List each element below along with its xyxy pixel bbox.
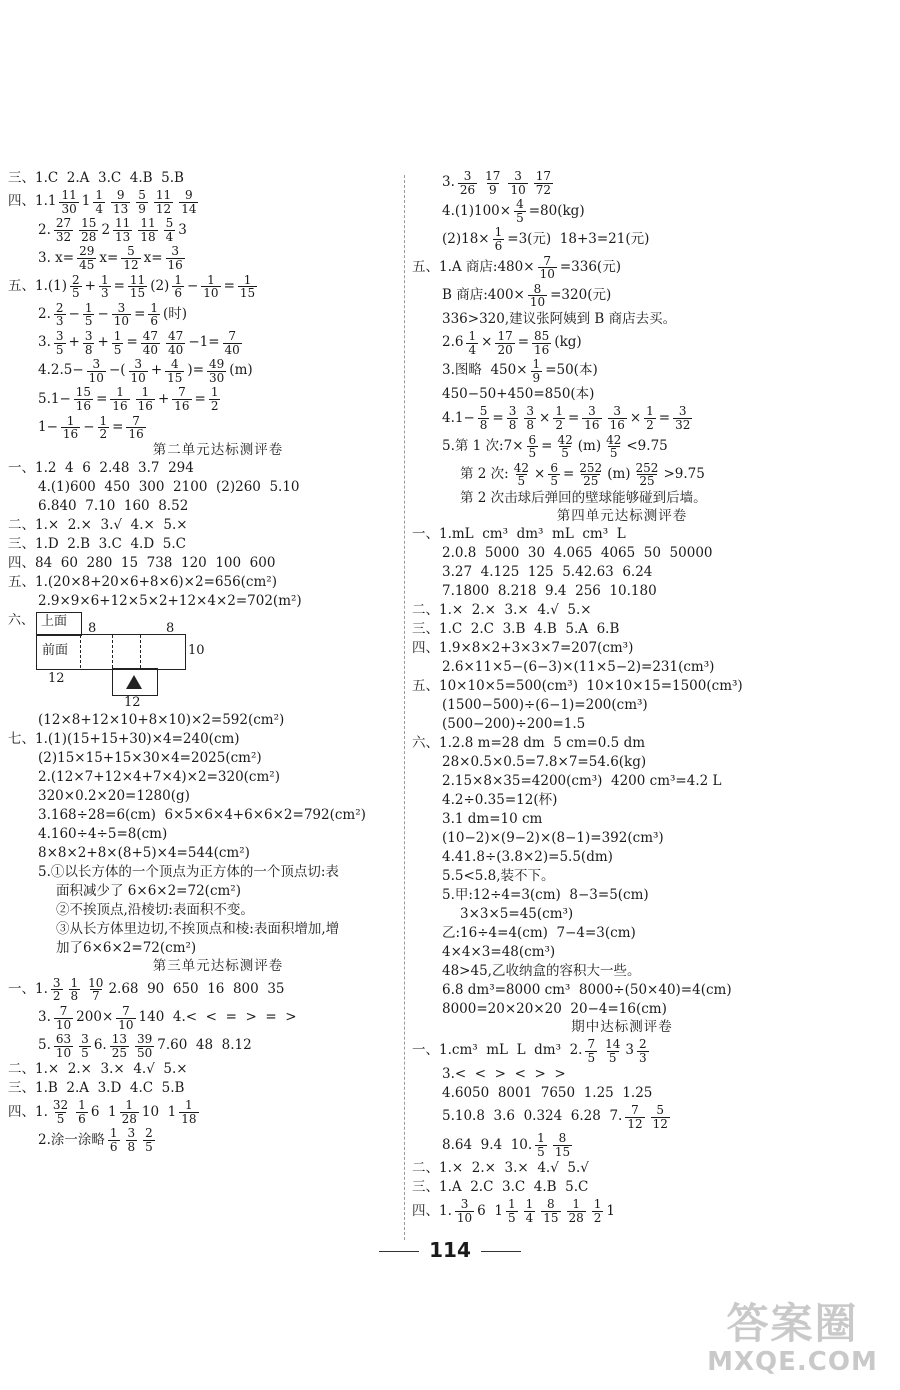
answer-line: 336>320,建议张阿姨到 B 商店去买。	[442, 310, 677, 327]
figure-prefix: 六、	[8, 613, 35, 629]
answer-line: (12×8+12×10+8×10)×2=592(cm²)	[38, 711, 285, 728]
answer-line: 2.6 $\frac{1}{4}$ × $\frac{17}{20}$ = $\frac{85}{16}$ (kg)	[442, 328, 582, 357]
answer-line: 6.840 7.10 160 8.52	[38, 497, 189, 514]
answer-line: 3.27 4.125 125 5.42.63 6.24	[442, 564, 653, 581]
section-title: 第三单元达标测评卷	[152, 958, 284, 975]
answer-line: 8.64 9.4 10. $\frac{1}{5}$ $\frac{8}{15}$	[442, 1131, 571, 1159]
answer-line: 三、1.B 2.A 3.D 4.C 5.B	[8, 1080, 185, 1097]
answer-line: (10−2)×(9−2)×(8−1)=392(cm³)	[442, 830, 664, 847]
dimension-label: 8	[88, 621, 97, 637]
answer-line: 3×3×5=45(cm³)	[460, 906, 574, 923]
page-number-text: 114	[429, 1238, 471, 1262]
answer-line: 加了6×6×2=72(cm²)	[56, 939, 197, 956]
answer-line: 5.5<5.8,装不下。	[442, 868, 555, 885]
section-title: 第二单元达标测评卷	[152, 441, 284, 458]
answer-line: 五、1.(20×8+20×6+8×6)×2=656(cm²)	[8, 573, 277, 590]
answer-line: 二、1.× 2.× 3.√ 4.× 5.×	[8, 516, 188, 533]
answer-line: 8×8×2+8×(8+5)×4=544(cm²)	[38, 844, 250, 861]
answer-line: 450−50+450=850(本)	[442, 386, 595, 403]
answer-line: 四、1.1 $\frac{11}{30}$ 1 $\frac{1}{4}$ $\frac{9}{13}$ $\frac{5}{9}$ $\frac{11}{12}$ $\frac{9}{14}$	[8, 188, 197, 216]
answer-line: 4.160÷4÷5=8(cm)	[38, 825, 168, 842]
answer-line: 4.2÷0.35=12(杯)	[442, 792, 558, 809]
answer-line: (1500−500)÷(6−1)=200(cm³)	[442, 697, 648, 714]
answer-line: 面积减少了 6×6×2=72(cm²)	[56, 882, 241, 899]
answer-line: 五、1.(1) $\frac{2}{5}$ + $\frac{1}{3}$ = $\frac{11}{15}$ (2) $\frac{1}{6}$ − $\frac{1}{10}$ = $\frac{1}{15}$	[8, 272, 256, 301]
answer-line: 3.168÷28=6(cm) 6×5×6×4+6×6×2=792(cm²)	[38, 806, 366, 823]
answer-line: 第 2 次击球后弹回的壁球能够碰到后墙。	[460, 489, 707, 506]
answer-line: 三、1.C 2.A 3.C 4.B 5.B	[8, 169, 184, 186]
answer-line: 六、1.2.8 m=28 dm 5 cm=0.5 dm	[412, 735, 646, 752]
triangle-icon	[126, 675, 142, 689]
answer-line: 4.2.5− $\frac{3}{10}$ −( $\frac{3}{10}$ + $\frac{4}{15}$ )= $\frac{49}{30}$ (m)	[38, 357, 253, 385]
answer-line: 2. $\frac{27}{32}$ $\frac{15}{28}$ 2 $\frac{11}{13}$ $\frac{11}{18}$ $\frac{5}{4}$ 3	[38, 216, 187, 244]
answer-line: 2. $\frac{2}{3}$ − $\frac{1}{5}$ − $\frac{3}{10}$ = $\frac{1}{6}$ (时)	[38, 300, 188, 329]
cuboid-net-figure	[8, 612, 428, 711]
answer-line: 3. $\frac{3}{5}$ + $\frac{3}{8}$ + $\frac{1}{5}$ = $\frac{47}{40}$ $\frac{47}{40}$ −1= $\frac{7}{40}$	[38, 328, 240, 357]
left-column	[8, 170, 428, 1156]
answer-line: 五、10×10×5=500(cm³) 10×10×15=1500(cm³)	[412, 678, 743, 695]
answer-line: B 商店:400× $\frac{8}{10}$ =320(元)	[442, 281, 612, 310]
answer-line: 3. $\frac{7}{10}$ 200× $\frac{7}{10}$ 140 4.< < = > = >	[38, 1003, 297, 1032]
page-number-dash	[481, 1251, 521, 1252]
answer-line: (2)18× $\frac{1}{6}$ =3(元) 18+3=21(元)	[442, 225, 650, 253]
answer-line: 2.6×11×5−(6−3)×(11×5−2)=231(cm³)	[442, 659, 715, 676]
answer-line: 三、1.C 2.C 3.B 4.B 5.A 6.B	[412, 621, 620, 638]
answer-line: (2)15×15+15×30×4=2025(cm²)	[38, 749, 262, 766]
answer-line: 一、1.2 4 6 2.48 3.7 294	[8, 459, 194, 476]
dimension-label: 10	[188, 643, 205, 659]
answer-line: 七、1.(1)(15+15+30)×4=240(cm)	[8, 730, 240, 747]
answer-line: 乙:16÷4=4(cm) 7−4=3(cm)	[442, 925, 636, 942]
watermark-line2: MXQE.COM	[707, 1347, 878, 1377]
answer-line: 4×4×3=48(cm³)	[442, 944, 556, 961]
answer-line: 48>45,乙收纳盒的容积大一些。	[442, 963, 641, 980]
answer-line: 7.1800 8.218 9.4 256 10.180	[442, 583, 657, 600]
answer-line: 5.10.8 3.6 0.324 6.28 7. $\frac{7}{12}$ $\frac{5}{12}$	[442, 1103, 668, 1131]
answer-line: 2.9×9×6+12×5×2+12×4×2=702(m²)	[38, 592, 302, 609]
answer-line: 5.第 1 次:7× $\frac{6}{5}$ = $\frac{42}{5}$ (m) $\frac{42}{5}$ <9.75	[442, 432, 668, 461]
answer-line: 三、1.A 2.C 3.C 4.B 5.C	[412, 1179, 589, 1196]
answer-line: 第 2 次: $\frac{42}{5}$ × $\frac{6}{5}$ = $\frac{252}{25}$ (m) $\frac{252}{25}$ >9.75	[460, 460, 705, 489]
answer-line: 4.(1)100× $\frac{4}{5}$ =80(kg)	[442, 197, 585, 225]
answer-line: 四、84 60 280 15 738 120 100 600	[8, 554, 276, 571]
answer-line: ③从长方体里边切,不挨顶点和棱:表面积增加,增	[56, 920, 340, 937]
fold-line	[80, 635, 81, 668]
page-number	[0, 1238, 900, 1262]
answer-line: 3.1 dm=10 cm	[442, 811, 543, 828]
dimension-label: 12	[124, 695, 141, 711]
answer-line: 3.图略 450× $\frac{1}{9}$ =50(本)	[442, 357, 598, 385]
answer-line: 二、1.× 2.× 3.× 4.√ 5.×	[412, 602, 592, 619]
page-number-dash	[379, 1251, 419, 1252]
dimension-label: 8	[166, 621, 175, 637]
answer-line: 6.8 dm³=8000 cm³ 8000÷(50×40)=4(cm)	[442, 982, 732, 999]
answer-line: 4.(1)600 450 300 2100 (2)260 5.10	[38, 478, 300, 495]
answer-line: 28×0.5×0.5=7.8×7=54.6(kg)	[442, 754, 647, 771]
answer-line: 4.6050 8001 7650 1.25 1.25	[442, 1084, 653, 1101]
answer-line: 3. x= $\frac{29}{45}$ x= $\frac{5}{12}$ x= $\frac{3}{16}$	[38, 244, 183, 272]
fold-line	[140, 635, 141, 668]
answer-line: (500−200)÷200=1.5	[442, 716, 586, 733]
fold-line	[112, 635, 113, 668]
top-face-label: 上面	[41, 614, 68, 630]
answer-line: 5.1− $\frac{15}{16}$ = $\frac{1}{16}$ $\frac{1}{16}$ + $\frac{7}{16}$ = $\frac{1}{2}$	[38, 385, 219, 413]
answer-line: 四、1.9×8×2+3×3×7=207(cm³)	[412, 640, 634, 657]
answer-line: 1− $\frac{1}{16}$ − $\frac{1}{2}$ = $\frac{7}{16}$	[38, 413, 144, 442]
right-column	[412, 170, 832, 1227]
answer-line: 5.①以长方体的一个顶点为正方体的一个顶点切:表	[38, 863, 339, 880]
answer-line: 3.< < > < > >	[442, 1065, 566, 1082]
watermark-line1: 答案圈	[726, 1299, 859, 1348]
answer-line: ②不挨顶点,沿棱切:表面积不变。	[56, 901, 254, 918]
answer-line: 4.41.8÷(3.8×2)=5.5(dm)	[442, 849, 613, 866]
section-title: 期中达标测评卷	[571, 1019, 673, 1036]
answer-line: 2.0.8 5000 30 4.065 4065 50 50000	[442, 545, 713, 562]
answer-line: 一、1.cm³ mL L dm³ 2. $\frac{7}{5}$ $\frac{14}{5}$ 3 $\frac{2}{3}$	[412, 1036, 647, 1065]
section-title: 第四单元达标测评卷	[556, 507, 688, 524]
answer-line: 二、1.× 2.× 3.× 4.√ 5.×	[8, 1061, 188, 1078]
answer-line: 5. $\frac{63}{10}$ $\frac{3}{5}$ 6. $\frac{13}{25}$ $\frac{39}{50}$ 7.60 48 8.12	[38, 1032, 252, 1060]
answer-line: 3. $\frac{3}{26}$ $\frac{17}{9}$ $\frac{3}{10}$ $\frac{17}{72}$	[442, 169, 552, 197]
answer-line: 四、1. $\frac{3}{10}$ 6 1 $\frac{1}{5}$ $\frac{1}{4}$ $\frac{8}{15}$ $\frac{1}{28}$ $\frac{1}{2}$ 1	[412, 1197, 616, 1226]
watermark-logo	[690, 1300, 895, 1385]
answer-line: 一、1.mL cm³ dm³ mL cm³ L	[412, 526, 626, 543]
answer-line: 2.15×8×35=4200(cm³) 4200 cm³=4.2 L	[442, 773, 722, 790]
answer-line: 一、1. $\frac{3}{2}$ $\frac{1}{8}$ $\frac{10}{7}$ 2.68 90 650 16 800 35	[8, 975, 285, 1004]
dimension-label: 12	[48, 671, 65, 687]
answer-line: 8000=20×20×20 20−4=16(cm)	[442, 1001, 667, 1018]
answer-line: 320×0.2×20=1280(g)	[38, 787, 190, 804]
answer-line: 2.涂一涂略 $\frac{1}{6}$ $\frac{3}{8}$ $\frac{2}{5}$	[38, 1126, 153, 1155]
answer-line: 2.(12×7+12×4+7×4)×2=320(cm²)	[38, 768, 280, 785]
answer-line: 二、1.× 2.× 3.× 4.√ 5.√	[412, 1160, 589, 1177]
answer-line: 4.1− $\frac{5}{8}$ = $\frac{3}{8}$ $\frac{3}{8}$ × $\frac{1}{2}$ = $\frac{3}{16}$ $\frac{3}{16}$ × $\frac{1}{2}$ = $\frac{3}{32}$	[442, 404, 691, 432]
answer-line: 五、1.A 商店:480× $\frac{7}{10}$ =336(元)	[412, 253, 621, 282]
front-face-label: 前面	[42, 643, 69, 659]
answer-line: 四、1. $\frac{32}{5}$ $\frac{1}{6}$ 6 1 $\frac{1}{28}$ 10 1 $\frac{1}{18}$	[8, 1098, 197, 1126]
answer-line: 三、1.D 2.B 3.C 4.D 5.C	[8, 535, 186, 552]
answer-line: 5.甲:12÷4=3(cm) 8−3=5(cm)	[442, 887, 649, 904]
